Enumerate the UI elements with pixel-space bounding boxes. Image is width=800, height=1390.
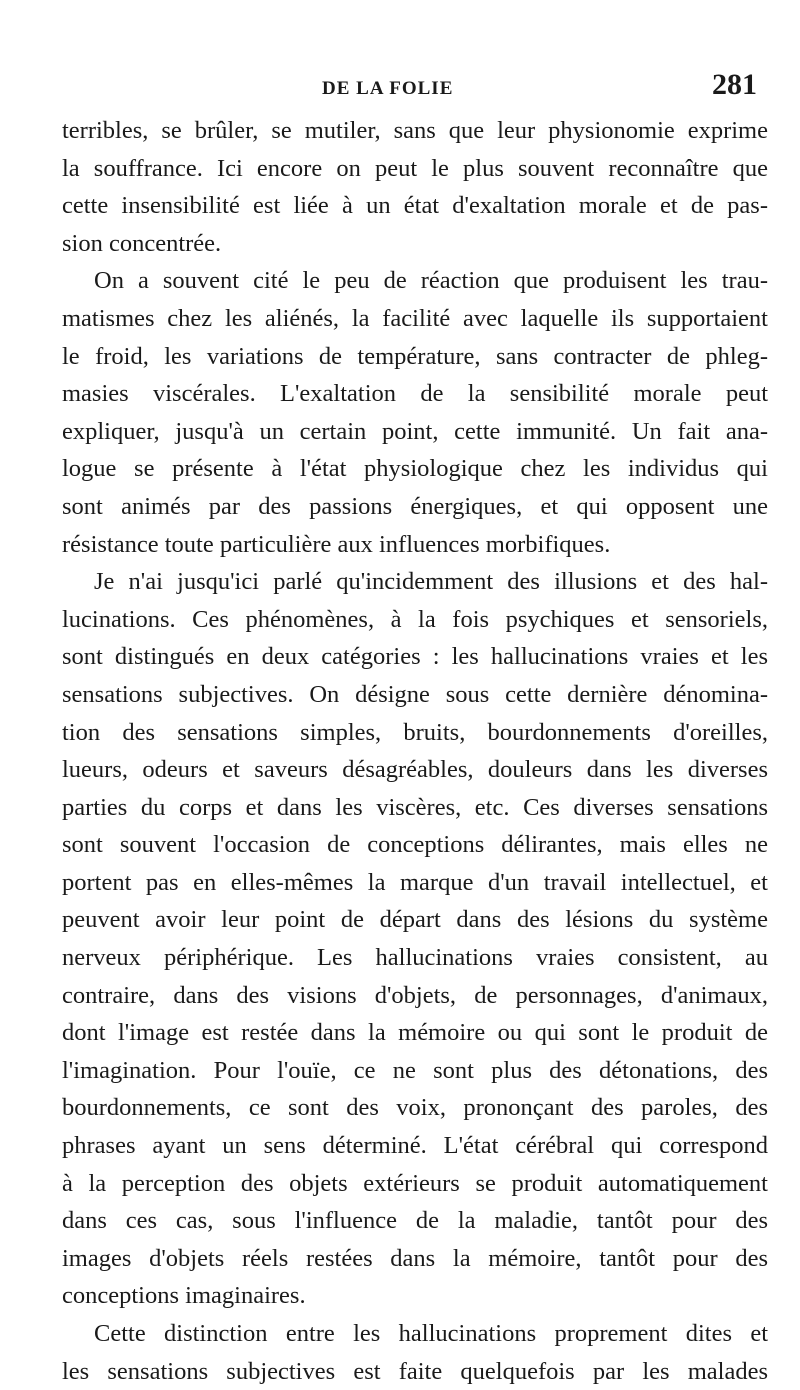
paragraph [62,1315,768,1390]
text-line: l'imagination. Pour l'ouïe, ce ne sont plus des détonations, des [62,1056,768,1084]
text-line: à la perception des objets extérieurs se produit automatiquement [62,1169,768,1197]
text-line: bourdonnements, ce sont des voix, prononçant des paroles, des [62,1094,768,1122]
text-line: dont l'image est restée dans la mémoire ou qui sont le produit de [62,1019,768,1047]
text-line: nerveux périphérique. Les hallucinations vraies consistent, au [62,944,768,972]
page-number: 281 [712,68,757,101]
text-line: le froid, les variations de température, sans contracter de phleg- [62,342,768,370]
text-line: parties du corps et dans les viscères, etc. Ces diverses sensations [62,793,768,821]
text-line: sont animés par des passions énergiques, et qui opposent une [62,492,768,520]
text-line: dans ces cas, sous l'influence de la maladie, tantôt pour des [62,1207,768,1235]
text-line: sont souvent l'occasion de conceptions délirantes, mais elles ne [62,831,768,859]
body-text [62,112,768,1390]
text-line: les sensations subjectives est faite quelquefois par les malades [62,1357,768,1385]
text-line: phrases ayant un sens déterminé. L'état cérébral qui correspond [62,1132,768,1160]
text-line: logue se présente à l'état physiologique chez les individus qui [62,455,768,483]
text-line: portent pas en elles-mêmes la marque d'un travail intellectuel, et [62,868,768,896]
text-line: expliquer, jusqu'à un certain point, cette immunité. Un fait ana- [62,417,768,445]
text-line: tion des sensations simples, bruits, bourdonnements d'oreilles, [62,718,768,746]
text-line: matismes chez les aliénés, la facilité avec laquelle ils supportaient [62,304,768,332]
text-line: contraire, dans des visions d'objets, de personnages, d'animaux, [62,981,768,1009]
paragraph [62,262,768,563]
running-head: DE LA FOLIE [322,78,454,99]
text-line: terribles, se brûler, se mutiler, sans que leur physionomie exprime [62,117,768,144]
paragraph [62,563,768,1315]
text-line: images d'objets réels restées dans la mémoire, tantôt pour des [62,1244,768,1272]
text-line: la souffrance. Ici encore on peut le plus souvent reconnaître que [62,154,768,182]
text-line: On a souvent cité le peu de réaction que produisent les trau- [94,267,768,295]
text-line: sion concentrée. [62,229,222,257]
text-line: Cette distinction entre les hallucinations proprement dites et [94,1320,768,1347]
text-line: Je n'ai jusqu'ici parlé qu'incidemment des illusions et des hal- [94,568,768,596]
text-line: masies viscérales. L'exaltation de la sensibilité morale peut [62,380,768,408]
text-line: lueurs, odeurs et saveurs désagréables, douleurs dans les diverses [62,756,768,784]
text-line: lucinations. Ces phénomènes, à la fois psychiques et sensoriels, [62,605,768,633]
text-line: résistance toute particulière aux influences morbifiques. [62,530,611,558]
text-line: conceptions imaginaires. [62,1282,306,1310]
text-line: cette insensibilité est liée à un état d'exaltation morale et de pas- [62,192,768,220]
text-line: sensations subjectives. On désigne sous cette dernière dénomina- [62,680,768,708]
text-line: sont distingués en deux catégories : les hallucinations vraies et les [62,643,768,671]
text-line: peuvent avoir leur point de départ dans des lésions du système [62,906,768,934]
paragraph [62,112,768,262]
